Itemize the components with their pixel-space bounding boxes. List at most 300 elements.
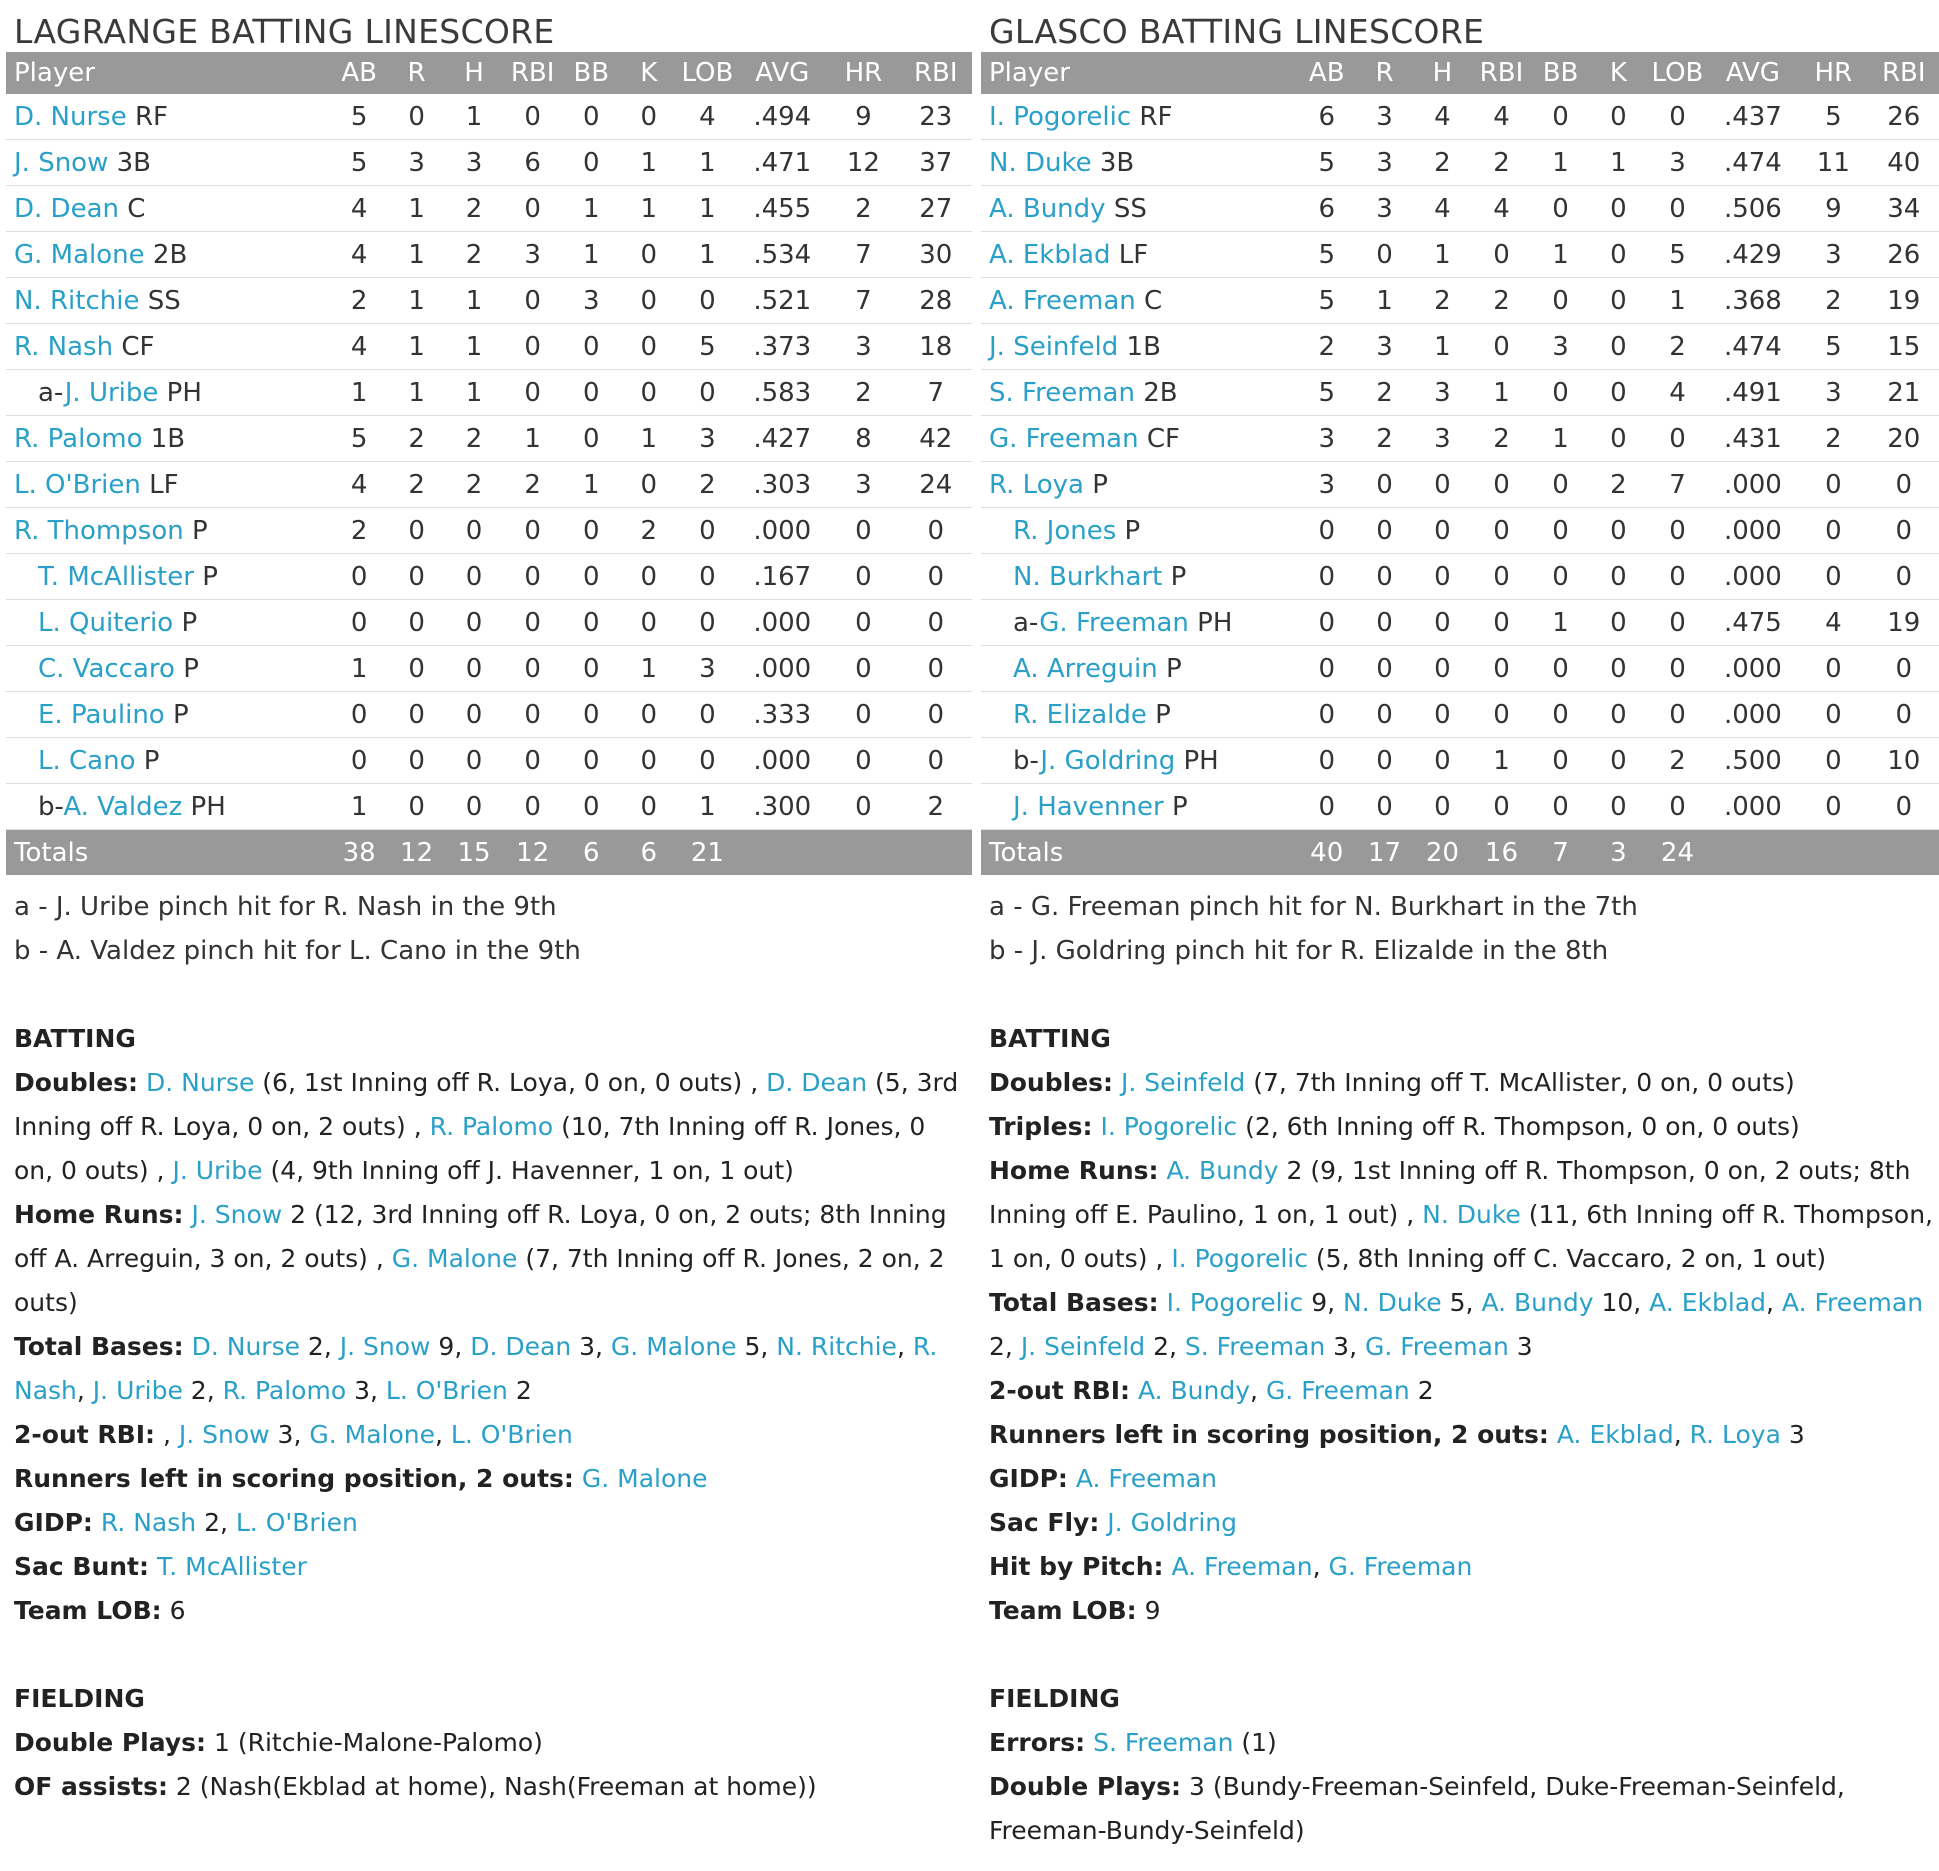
player-cell <box>981 186 1298 232</box>
stat-cell: 1 <box>563 186 620 232</box>
stat-cell: 2 <box>827 186 899 232</box>
stat-cell: 3 <box>445 140 502 186</box>
stat-label: Double Plays: <box>14 1728 207 1757</box>
stat-cell: 0 <box>388 646 445 692</box>
player-link[interactable]: L. O'Brien <box>235 1508 358 1537</box>
stat-cell: 1 <box>445 370 502 416</box>
stat-cell: 28 <box>900 278 972 324</box>
player-position: PH <box>190 791 226 822</box>
stat-cell: 3 <box>1798 370 1868 416</box>
table-row <box>6 554 972 600</box>
stat-cell: .303 <box>737 462 827 508</box>
totals-cell: 17 <box>1356 830 1414 876</box>
player-link[interactable]: G. Malone <box>610 1332 737 1361</box>
player-link[interactable]: G. Freeman <box>1364 1332 1509 1361</box>
stat-cell: 0 <box>827 508 899 554</box>
player-position: P <box>1124 515 1141 546</box>
player-link[interactable]: A. Valdez <box>63 791 183 822</box>
totals-label: Totals <box>6 830 330 876</box>
stat-cell: 0 <box>620 554 677 600</box>
stat-cell: 0 <box>1471 554 1531 600</box>
stat-cell: .534 <box>737 232 827 278</box>
col-header-rbi: RBI <box>1869 52 1939 94</box>
fielding-lines <box>989 1721 1939 1853</box>
stat-cell: .000 <box>1708 462 1799 508</box>
stat-cell: 0 <box>620 600 677 646</box>
totals-cell <box>737 830 827 876</box>
stat-cell: 37 <box>900 140 972 186</box>
player-link[interactable]: L. O'Brien <box>450 1420 573 1449</box>
stat-cell: 0 <box>445 692 502 738</box>
stat-detail: , <box>1766 1288 1782 1317</box>
player-link[interactable]: R. Thompson <box>14 515 184 546</box>
stat-detail: 2 (Nash(Ekblad at home), Nash(Freeman at home)) <box>175 1772 817 1801</box>
stat-cell: 2 <box>827 370 899 416</box>
player-link[interactable]: D. Dean <box>766 1068 868 1097</box>
stat-cell: 0 <box>1356 692 1414 738</box>
stat-cell: 0 <box>1647 416 1707 462</box>
stat-label: 2-out RBI: <box>14 1420 156 1449</box>
player-link[interactable]: R. Jones <box>1013 515 1117 546</box>
stat-cell: 0 <box>1471 324 1531 370</box>
stat-label: Runners left in scoring position, 2 outs: <box>14 1464 574 1493</box>
col-header-ab: AB <box>330 52 387 94</box>
stat-cell: 0 <box>1298 784 1356 830</box>
player-link[interactable]: G. Malone <box>309 1420 435 1449</box>
player-position: SS <box>147 285 181 316</box>
stat-cell: .000 <box>1708 508 1799 554</box>
player-link[interactable]: A. Freeman <box>1781 1288 1924 1317</box>
table-row <box>981 692 1939 738</box>
player-link[interactable]: S. Freeman <box>989 377 1135 408</box>
stat-cell: 0 <box>445 554 502 600</box>
player-link[interactable]: G. Freeman <box>989 423 1139 454</box>
stat-detail: 3, <box>571 1332 611 1361</box>
player-cell <box>6 94 330 140</box>
stat-cell: .431 <box>1708 416 1799 462</box>
stat-label: Doubles: <box>14 1068 139 1097</box>
stat-cell: 24 <box>900 462 972 508</box>
player-position: P <box>1165 653 1182 684</box>
stat-cell: 0 <box>1471 784 1531 830</box>
stat-cell: .427 <box>737 416 827 462</box>
stat-cell: 0 <box>620 94 677 140</box>
stat-cell: 30 <box>900 232 972 278</box>
stat-cell: 0 <box>1532 370 1590 416</box>
stat-detail: (5, 8th Inning off C. Vaccaro, 2 on, 1 out) <box>1307 1244 1827 1273</box>
stat-cell: 0 <box>677 278 737 324</box>
stat-cell: 2 <box>1798 278 1868 324</box>
col-header-k: K <box>620 52 677 94</box>
player-link[interactable]: G. Malone <box>581 1464 708 1493</box>
table-row <box>6 94 972 140</box>
stat-cell: 1 <box>620 416 677 462</box>
stat-cell: 0 <box>1589 508 1647 554</box>
stat-cell: 0 <box>1798 738 1868 784</box>
player-link[interactable]: A. Freeman <box>1075 1464 1217 1493</box>
table-row <box>6 508 972 554</box>
stat-cell: 0 <box>677 738 737 784</box>
sub-prefix: b- <box>38 791 64 822</box>
stat-cell: 1 <box>330 370 387 416</box>
player-link[interactable]: A. Bundy <box>1481 1288 1594 1317</box>
player-link[interactable]: J. Havenner <box>1013 791 1164 822</box>
stat-cell: .000 <box>1708 646 1799 692</box>
stat-detail: 6 <box>169 1596 186 1625</box>
table-row <box>981 416 1939 462</box>
stat-cell: 34 <box>1869 186 1939 232</box>
player-cell <box>6 738 330 784</box>
player-link[interactable]: L. O'Brien <box>14 469 141 500</box>
stat-cell: 27 <box>900 186 972 232</box>
stat-cell: 2 <box>1471 416 1531 462</box>
totals-cell: 15 <box>445 830 502 876</box>
stat-cell: 0 <box>1647 508 1707 554</box>
stat-cell: 4 <box>677 94 737 140</box>
stat-cell: 0 <box>503 324 563 370</box>
stat-line <box>14 1457 972 1501</box>
player-link[interactable]: A. Bundy <box>1166 1156 1279 1185</box>
stat-cell: 0 <box>1532 278 1590 324</box>
player-link[interactable]: J. Snow <box>339 1332 431 1361</box>
stat-cell: 0 <box>620 370 677 416</box>
totals-cell: 6 <box>620 830 677 876</box>
stat-cell: 0 <box>1471 646 1531 692</box>
stat-cell: 19 <box>1869 278 1939 324</box>
stat-label: Double Plays: <box>989 1772 1182 1801</box>
stat-cell: 0 <box>1869 646 1939 692</box>
player-link[interactable]: G. Freeman <box>1265 1376 1410 1405</box>
stat-cell: 2 <box>330 508 387 554</box>
player-link[interactable]: R. Nash <box>14 331 114 362</box>
player-link[interactable]: G. Freeman <box>1039 607 1189 638</box>
stat-cell: 0 <box>1647 784 1707 830</box>
player-link[interactable]: I. Pogorelic <box>1166 1288 1304 1317</box>
stat-detail: , <box>76 1376 93 1405</box>
team-title: GLASCO BATTING LINESCORE <box>989 12 1485 51</box>
player-link[interactable]: L. Quiterio <box>38 607 174 638</box>
player-link[interactable]: N. Burkhart <box>1013 561 1163 592</box>
player-position: 3B <box>1099 147 1135 178</box>
stat-cell: 0 <box>1798 554 1868 600</box>
player-link[interactable]: R. Loya <box>989 469 1084 500</box>
stat-cell: 0 <box>1869 692 1939 738</box>
stat-cell: 2 <box>1298 324 1356 370</box>
stat-detail: , <box>1673 1420 1690 1449</box>
stat-cell: 1 <box>677 140 737 186</box>
player-link[interactable]: R. Palomo <box>14 423 143 454</box>
player-link[interactable]: D. Nurse <box>14 101 127 132</box>
stat-cell: .300 <box>737 784 827 830</box>
player-link[interactable]: J. Uribe <box>92 1376 183 1405</box>
stat-cell: 3 <box>1356 94 1414 140</box>
stat-detail: , <box>162 1420 179 1449</box>
stat-cell: 7 <box>827 278 899 324</box>
stat-label: Triples: <box>989 1112 1093 1141</box>
stat-line <box>989 1721 1939 1765</box>
stat-cell: 0 <box>1589 324 1647 370</box>
col-header-k: K <box>1589 52 1647 94</box>
stat-cell: 0 <box>503 278 563 324</box>
stat-detail: 2 <box>1409 1376 1434 1405</box>
player-link[interactable]: N. Duke <box>989 147 1092 178</box>
stat-cell: 1 <box>445 278 502 324</box>
player-link[interactable]: J. Goldring <box>1107 1508 1237 1537</box>
player-link[interactable]: I. Pogorelic <box>989 101 1132 132</box>
totals-row <box>6 830 972 876</box>
stat-cell: 0 <box>388 554 445 600</box>
stat-detail: , <box>1250 1376 1266 1405</box>
sub-prefix: a- <box>38 377 65 408</box>
player-link[interactable]: A. Ekblad <box>1649 1288 1767 1317</box>
totals-cell <box>1869 830 1939 876</box>
table-row <box>981 186 1939 232</box>
stat-cell: 3 <box>1647 140 1707 186</box>
player-link[interactable]: G. Malone <box>14 239 145 270</box>
stat-label: Total Bases: <box>989 1288 1159 1317</box>
player-link[interactable]: I. Pogorelic <box>1100 1112 1238 1141</box>
stat-cell: 5 <box>1798 324 1868 370</box>
stat-cell: 0 <box>563 692 620 738</box>
player-link[interactable]: A. Bundy <box>989 193 1106 224</box>
stat-label: Total Bases: <box>14 1332 184 1361</box>
team-title: LAGRANGE BATTING LINESCORE <box>14 12 555 51</box>
stat-cell: 0 <box>1869 508 1939 554</box>
stat-cell: 2 <box>1798 416 1868 462</box>
stat-line <box>989 1457 1939 1501</box>
player-link[interactable]: J. Seinfeld <box>1120 1068 1246 1097</box>
stat-cell: 0 <box>388 784 445 830</box>
col-header-avg: AVG <box>1708 52 1799 94</box>
stat-detail: 2, <box>299 1332 340 1361</box>
stat-cell: 1 <box>620 140 677 186</box>
stat-cell: 0 <box>1589 738 1647 784</box>
player-cell <box>6 462 330 508</box>
player-link[interactable]: A. Freeman <box>989 285 1136 316</box>
player-link[interactable]: S. Freeman <box>1093 1728 1234 1757</box>
player-link[interactable]: A. Bundy <box>1137 1376 1251 1405</box>
table-row <box>6 646 972 692</box>
table-row <box>6 784 972 830</box>
col-header-hr: HR <box>827 52 899 94</box>
player-link[interactable]: N. Duke <box>1343 1288 1442 1317</box>
player-link[interactable]: J. Seinfeld <box>1020 1332 1146 1361</box>
stat-cell: 3 <box>1798 232 1868 278</box>
player-link[interactable]: J. Snow <box>178 1420 270 1449</box>
stat-cell: 1 <box>1532 140 1590 186</box>
stat-cell: 0 <box>388 94 445 140</box>
player-link[interactable]: T. McAllister <box>156 1552 307 1581</box>
batting-section <box>6 1017 972 1633</box>
stat-cell: 0 <box>1589 186 1647 232</box>
stat-cell: 0 <box>563 324 620 370</box>
stat-cell: .494 <box>737 94 827 140</box>
stat-cell: 3 <box>1298 416 1356 462</box>
stat-line <box>14 1501 972 1545</box>
player-position: P <box>1170 561 1187 592</box>
stat-cell: 3 <box>563 278 620 324</box>
player-link[interactable]: R. Loya <box>1689 1420 1781 1449</box>
player-link[interactable]: R. Nash <box>14 1332 938 1405</box>
player-cell <box>6 600 330 646</box>
batting-heading: BATTING <box>14 1024 136 1053</box>
player-link[interactable]: N. Ritchie <box>776 1332 897 1361</box>
stat-cell: 21 <box>1869 370 1939 416</box>
stat-cell: 0 <box>827 646 899 692</box>
player-position: PH <box>1197 607 1233 638</box>
stat-cell: 0 <box>1471 600 1531 646</box>
batting-section <box>981 1017 1939 1633</box>
stat-cell: 2 <box>388 416 445 462</box>
stat-cell: 2 <box>1471 278 1531 324</box>
pinch-hit-notes <box>6 885 972 973</box>
player-link[interactable]: G. Freeman <box>1328 1552 1473 1581</box>
player-link[interactable]: A. Ekblad <box>989 239 1111 270</box>
stat-cell: 0 <box>1532 738 1590 784</box>
player-cell <box>6 784 330 830</box>
player-link[interactable]: G. Malone <box>391 1244 518 1273</box>
player-link[interactable]: A. Ekblad <box>1556 1420 1674 1449</box>
player-link[interactable]: N. Duke <box>1422 1200 1521 1229</box>
player-link[interactable]: R. Palomo <box>429 1112 554 1141</box>
col-header-r: R <box>1356 52 1414 94</box>
stat-label: Team LOB: <box>989 1596 1137 1625</box>
stat-cell: 3 <box>1413 416 1471 462</box>
player-link[interactable]: J. Seinfeld <box>989 331 1119 362</box>
stat-cell: 0 <box>1589 600 1647 646</box>
totals-cell: 12 <box>388 830 445 876</box>
table-row <box>981 278 1939 324</box>
stat-cell: 0 <box>445 738 502 784</box>
stat-cell: 4 <box>1471 94 1531 140</box>
player-link[interactable]: J. Goldring <box>1040 745 1176 776</box>
stat-cell: 0 <box>620 692 677 738</box>
player-position: 1B <box>150 423 186 454</box>
stat-cell: .429 <box>1708 232 1799 278</box>
player-link[interactable]: D. Dean <box>470 1332 572 1361</box>
player-cell <box>981 554 1298 600</box>
totals-cell <box>900 830 972 876</box>
stat-cell: 0 <box>1532 94 1590 140</box>
player-link[interactable]: T. McAllister <box>38 561 194 592</box>
player-link[interactable]: J. Snow <box>14 147 109 178</box>
table-row <box>981 94 1939 140</box>
player-cell <box>981 140 1298 186</box>
stat-cell: 0 <box>900 508 972 554</box>
table-body <box>981 94 1939 875</box>
stat-cell: 0 <box>1298 738 1356 784</box>
stat-cell: 0 <box>677 692 737 738</box>
stat-cell: 2 <box>1589 462 1647 508</box>
stat-cell: 0 <box>900 600 972 646</box>
stat-cell: .506 <box>1708 186 1799 232</box>
stat-label: GIDP: <box>14 1508 93 1537</box>
col-header-ab: AB <box>1298 52 1356 94</box>
stat-cell: 0 <box>1471 462 1531 508</box>
stat-cell: 5 <box>1298 278 1356 324</box>
stat-cell: 6 <box>1298 186 1356 232</box>
player-link[interactable]: C. Vaccaro <box>38 653 175 684</box>
player-link[interactable]: R. Nash <box>100 1508 197 1537</box>
player-position: CF <box>1146 423 1180 454</box>
stat-detail: (7, 7th Inning off R. Jones, 2 on, 2 outs) <box>14 1244 945 1317</box>
table-row <box>6 324 972 370</box>
player-link[interactable]: R. Elizalde <box>1013 699 1147 730</box>
stat-cell: 4 <box>330 232 387 278</box>
table-row <box>6 140 972 186</box>
stat-cell: 7 <box>1647 462 1707 508</box>
player-link[interactable]: E. Paulino <box>38 699 165 730</box>
player-link[interactable]: J. Uribe <box>64 377 159 408</box>
stat-cell: .000 <box>737 600 827 646</box>
player-link[interactable]: D. Nurse <box>145 1068 255 1097</box>
player-cell <box>6 554 330 600</box>
stat-detail: 2, <box>1145 1332 1185 1361</box>
player-link[interactable]: D. Nurse <box>191 1332 300 1361</box>
stat-cell: 1 <box>388 186 445 232</box>
pinch-hit-note: a - J. Uribe pinch hit for R. Nash in the 9th <box>14 892 557 922</box>
stat-line <box>989 1061 1939 1105</box>
stat-cell: 9 <box>827 94 899 140</box>
player-link[interactable]: J. Snow <box>191 1200 283 1229</box>
stat-line <box>14 1765 972 1809</box>
stat-cell: 3 <box>1356 140 1414 186</box>
totals-cell: 3 <box>1589 830 1647 876</box>
stat-cell: 42 <box>900 416 972 462</box>
stat-cell: 18 <box>900 324 972 370</box>
totals-cell <box>1708 830 1799 876</box>
player-position: P <box>143 745 160 776</box>
player-link[interactable]: R. Palomo <box>222 1376 347 1405</box>
stat-line <box>989 1105 1939 1149</box>
player-cell <box>981 278 1298 324</box>
player-link[interactable]: L. O'Brien <box>385 1376 508 1405</box>
player-link[interactable]: A. Freeman <box>1171 1552 1313 1581</box>
totals-cell: 24 <box>1647 830 1707 876</box>
stat-cell: 0 <box>1413 738 1471 784</box>
stat-cell: 5 <box>330 416 387 462</box>
stat-cell: 0 <box>1298 554 1356 600</box>
stat-cell: 0 <box>445 600 502 646</box>
stat-cell: 2 <box>1647 324 1707 370</box>
table-row <box>6 462 972 508</box>
stat-cell: 1 <box>388 278 445 324</box>
stat-cell: 2 <box>1356 370 1414 416</box>
player-link[interactable]: S. Freeman <box>1184 1332 1326 1361</box>
player-link[interactable]: A. Arreguin <box>1013 653 1158 684</box>
stat-cell: 0 <box>1298 508 1356 554</box>
totals-cell: 20 <box>1413 830 1471 876</box>
stat-cell: 0 <box>900 646 972 692</box>
totals-cell <box>1798 830 1868 876</box>
stat-cell: 0 <box>1647 554 1707 600</box>
fielding-heading: FIELDING <box>989 1684 1120 1713</box>
stat-cell: 3 <box>503 232 563 278</box>
fielding-lines <box>14 1721 972 1809</box>
stat-cell: 1 <box>503 416 563 462</box>
player-link[interactable]: I. Pogorelic <box>1171 1244 1308 1273</box>
stat-cell: 4 <box>330 462 387 508</box>
stat-detail: , <box>434 1420 451 1449</box>
stat-cell: .373 <box>737 324 827 370</box>
player-link[interactable]: N. Ritchie <box>14 285 140 316</box>
stat-label: Hit by Pitch: <box>989 1552 1164 1581</box>
stat-cell: 1 <box>677 186 737 232</box>
stat-cell: 8 <box>827 416 899 462</box>
player-link[interactable]: L. Cano <box>38 745 136 776</box>
player-link[interactable]: D. Dean <box>14 193 119 224</box>
player-link[interactable]: J. Uribe <box>172 1156 263 1185</box>
